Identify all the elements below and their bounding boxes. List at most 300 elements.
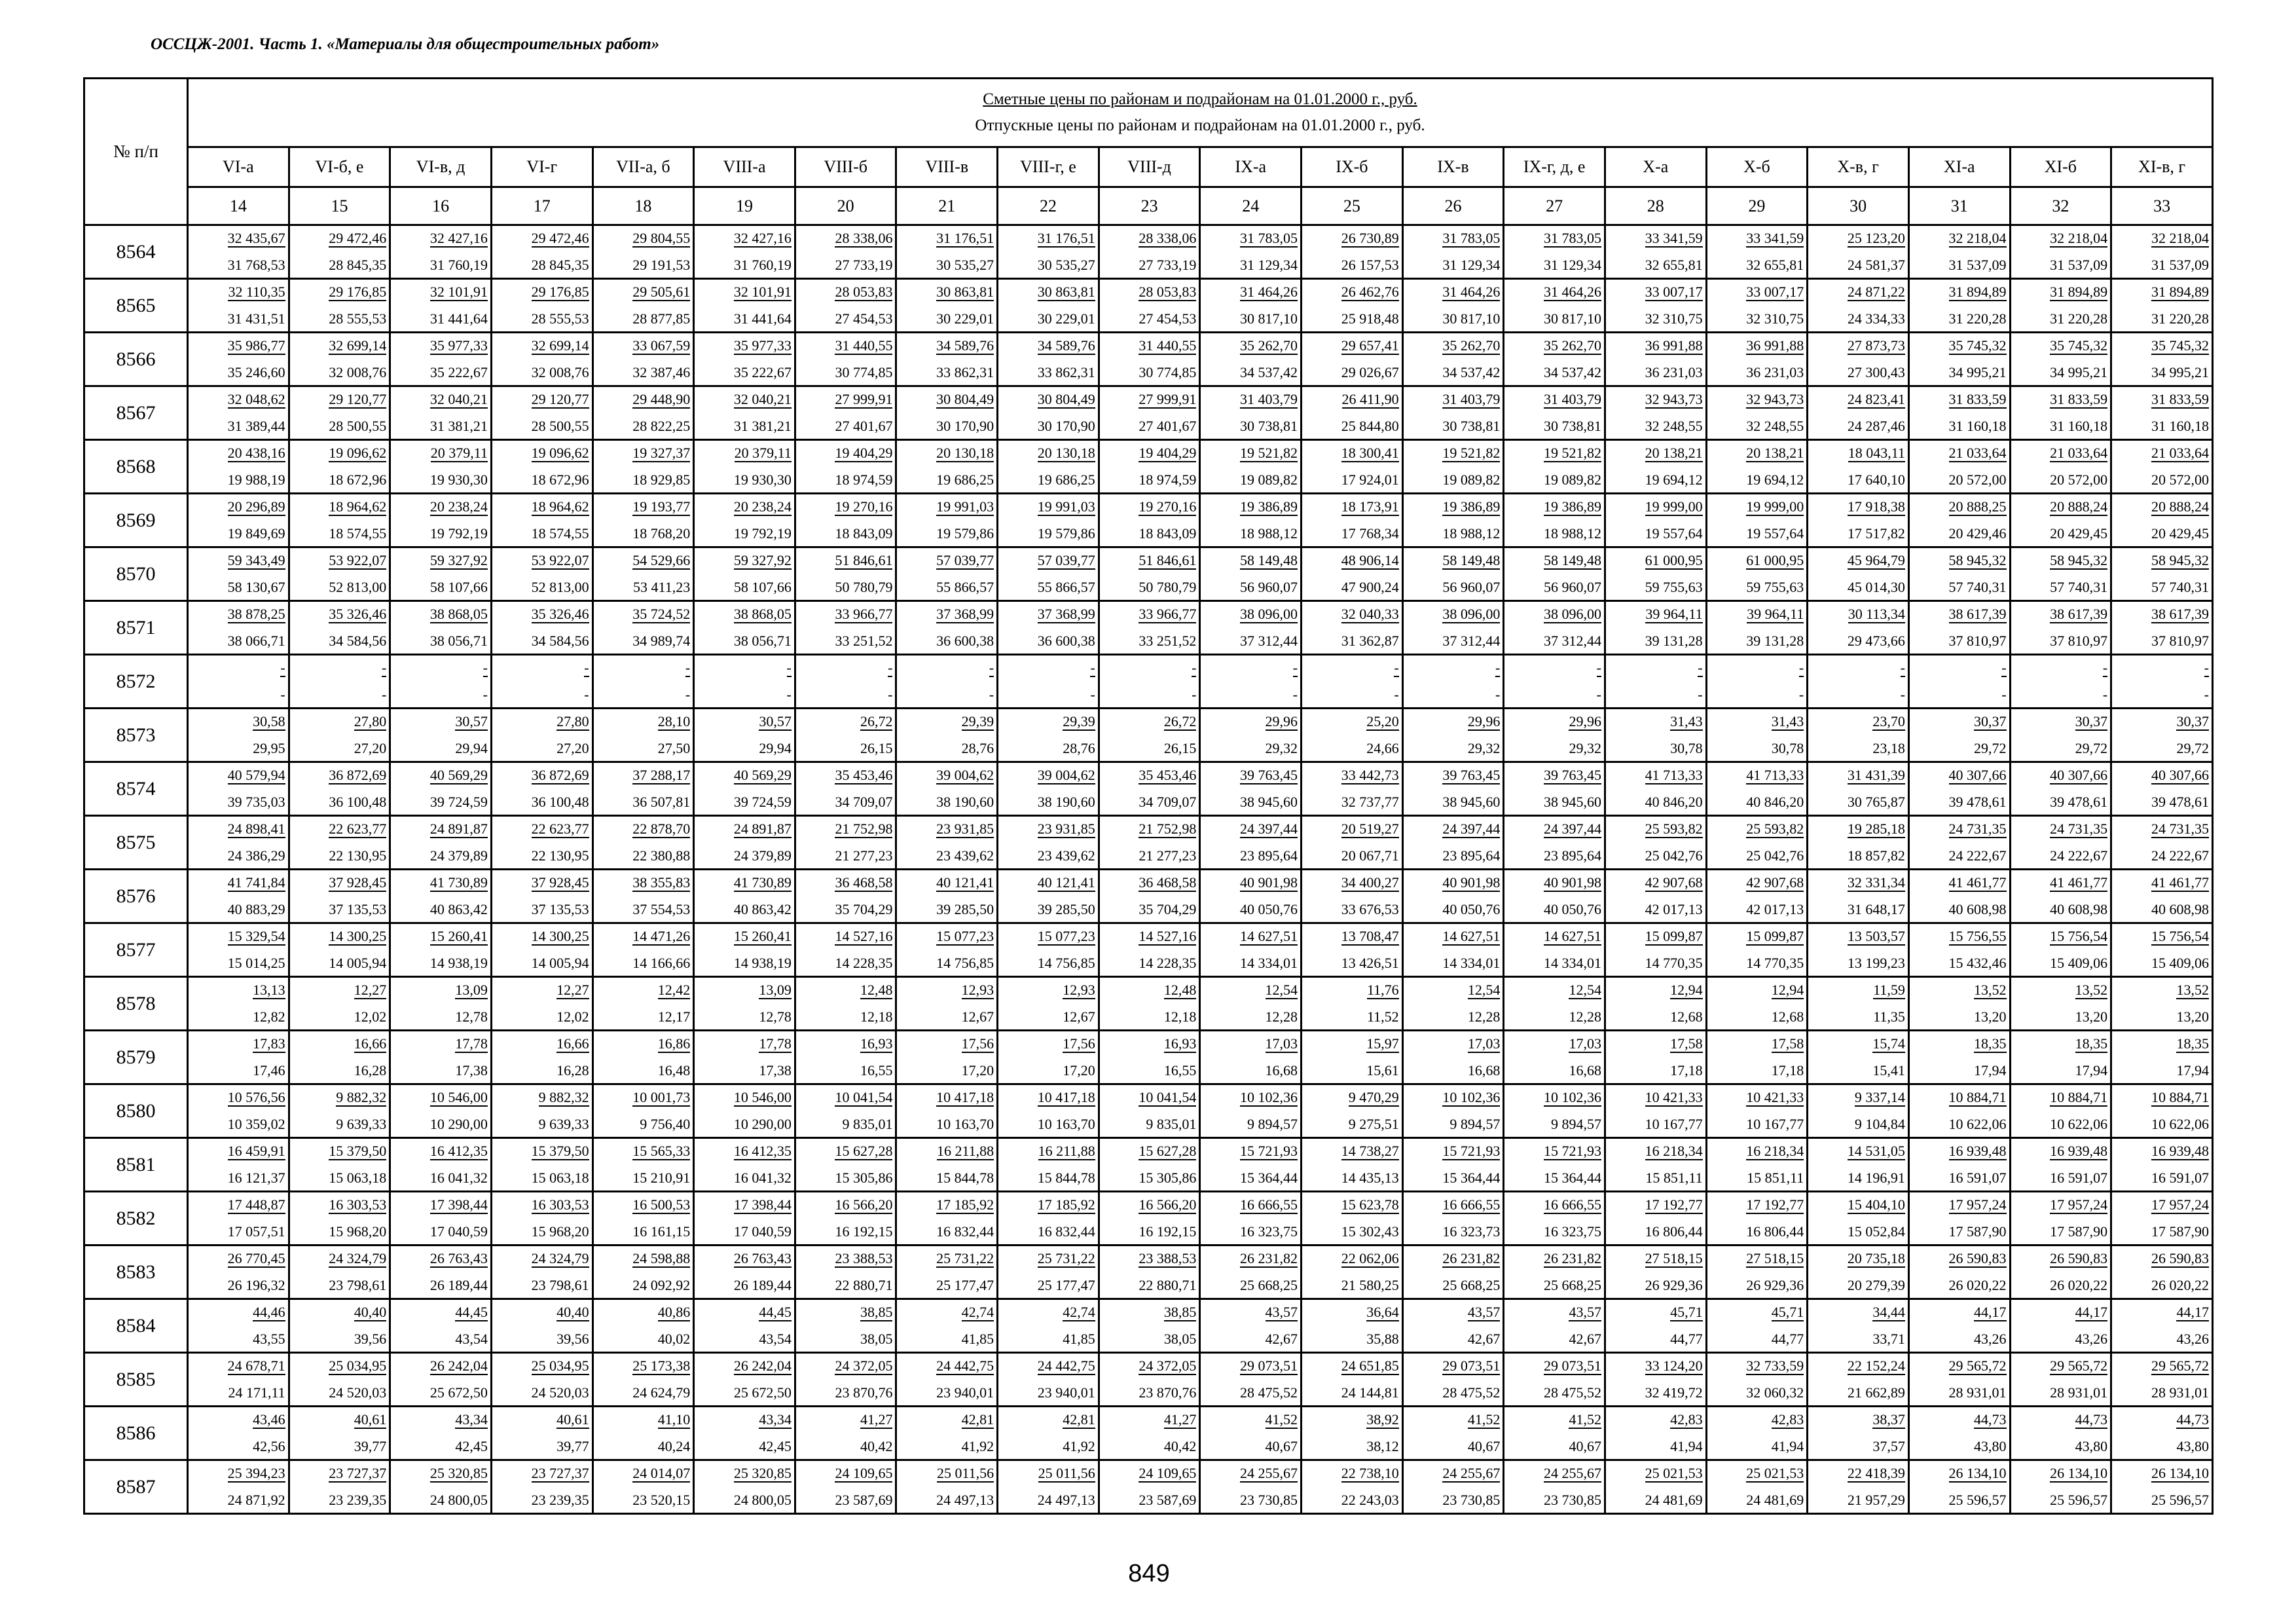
price-cell xyxy=(694,1353,795,1407)
estimated-price-wrap xyxy=(1100,1192,1199,1218)
price-cell xyxy=(998,386,1099,440)
estimated-price: 25 173,38 xyxy=(632,1357,691,1374)
estimated-price-wrap xyxy=(1504,924,1604,950)
estimated-price-wrap xyxy=(1100,226,1199,251)
release-price: 32 060,32 xyxy=(1746,1384,1804,1401)
price-cell xyxy=(1302,655,1403,709)
estimated-price-wrap xyxy=(2112,1300,2212,1325)
estimated-price: 27 999,91 xyxy=(1139,391,1197,407)
estimated-price: 13 503,57 xyxy=(1847,928,1905,944)
estimated-price: 44,45 xyxy=(455,1304,488,1320)
release-price: 17 924,01 xyxy=(1341,471,1399,488)
release-price: 24 222,67 xyxy=(2050,847,2108,864)
estimated-price: 18 964,62 xyxy=(531,498,589,515)
estimated-price-wrap xyxy=(1100,655,1199,681)
estimated-price-wrap xyxy=(189,226,288,251)
estimated-price-wrap xyxy=(594,602,693,627)
price-cell xyxy=(795,1407,896,1460)
price-cell xyxy=(1908,386,2010,440)
release-price: 57 740,31 xyxy=(2151,579,2209,595)
item-number: 8569 xyxy=(84,494,188,547)
price-cell xyxy=(1908,655,2010,709)
release-price: 28 845,35 xyxy=(531,257,589,273)
release-price: 39,56 xyxy=(556,1331,589,1347)
price-cell xyxy=(1402,1353,1504,1407)
release-price: 38 190,60 xyxy=(1037,794,1095,810)
estimated-price: 26 763,43 xyxy=(733,1250,792,1266)
estimated-price-wrap xyxy=(897,870,996,896)
release-price: 28,76 xyxy=(961,740,994,756)
estimated-price: 31 783,05 xyxy=(1442,230,1501,246)
release-price: 9 639,33 xyxy=(336,1116,387,1132)
price-cell xyxy=(1605,279,1706,333)
price-cell xyxy=(1302,225,1403,279)
price-cell xyxy=(998,1084,1099,1138)
estimated-price-wrap xyxy=(1910,870,2009,896)
price-cell xyxy=(1808,923,1909,977)
price-cell xyxy=(795,709,896,762)
price-cell xyxy=(2111,333,2213,386)
estimated-price: 24 823,41 xyxy=(1847,391,1905,407)
estimated-price: 31 783,05 xyxy=(1240,230,1298,246)
release-price: 24 222,67 xyxy=(1948,847,2007,864)
price-cell xyxy=(2111,1192,2213,1246)
release-price: 50 780,79 xyxy=(1139,579,1197,595)
estimated-price: 35 453,46 xyxy=(1139,767,1197,783)
estimated-price: 33 442,73 xyxy=(1341,767,1399,783)
estimated-price: 41,27 xyxy=(860,1411,893,1428)
estimated-price: 25 034,95 xyxy=(531,1357,589,1374)
estimated-price: 31 833,59 xyxy=(2050,391,2108,407)
price-cell xyxy=(694,977,795,1031)
release-price: 17,94 xyxy=(2075,1062,2108,1079)
estimated-price-wrap xyxy=(492,870,592,896)
release-price: 23 439,62 xyxy=(936,847,994,864)
estimated-price: 33 124,20 xyxy=(1645,1357,1703,1374)
estimated-price-wrap xyxy=(290,1300,390,1325)
price-cell xyxy=(1605,1031,1706,1084)
price-cell xyxy=(1302,1460,1403,1514)
release-price: 24 581,37 xyxy=(1847,257,1905,273)
estimated-price-wrap xyxy=(1707,655,1807,681)
estimated-price: 38 617,39 xyxy=(2151,606,2209,622)
price-cell xyxy=(2111,386,2213,440)
table-row xyxy=(84,977,2213,1031)
price-cell xyxy=(390,709,492,762)
price-cell xyxy=(289,440,390,494)
estimated-price: 23 388,53 xyxy=(835,1250,893,1266)
estimated-price: 29 565,72 xyxy=(1948,1357,2007,1374)
table-row xyxy=(84,601,2213,655)
price-cell xyxy=(2111,1460,2213,1514)
price-cell xyxy=(188,923,289,977)
estimated-price: 32 218,04 xyxy=(1948,230,2007,246)
estimated-price: 18,35 xyxy=(2176,1035,2209,1052)
estimated-price-wrap xyxy=(998,870,1098,896)
estimated-price: 14 300,25 xyxy=(531,928,589,944)
price-cell xyxy=(1706,279,1808,333)
page-number: 849 xyxy=(1128,1560,1170,1587)
region-header: IX-а xyxy=(1200,147,1302,187)
release-price: 18 988,12 xyxy=(1240,525,1298,542)
estimated-price-wrap xyxy=(391,602,490,627)
estimated-price: 24 255,67 xyxy=(1442,1465,1501,1481)
estimated-price-wrap xyxy=(290,1085,390,1111)
price-cell xyxy=(1402,1138,1504,1192)
price-cell xyxy=(491,655,592,709)
table-row xyxy=(84,1031,2213,1084)
region-header: VIII-б xyxy=(795,147,896,187)
estimated-price: 19 999,00 xyxy=(1645,498,1703,515)
estimated-price-wrap xyxy=(897,548,996,574)
estimated-price-wrap xyxy=(998,441,1098,466)
price-cell xyxy=(592,762,694,816)
estimated-price: 31 403,79 xyxy=(1240,391,1298,407)
price-cell xyxy=(1706,601,1808,655)
price-cell xyxy=(1504,1192,1605,1246)
release-price: 23 587,69 xyxy=(835,1492,893,1508)
estimated-price: 26 242,04 xyxy=(733,1357,792,1374)
price-cell xyxy=(1302,386,1403,440)
release-price: 15 968,20 xyxy=(329,1223,387,1240)
estimated-price: 24 731,35 xyxy=(2151,821,2209,837)
price-cell xyxy=(795,816,896,870)
estimated-price: 26 242,04 xyxy=(429,1357,488,1374)
estimated-price-wrap xyxy=(2112,548,2212,574)
estimated-price: 29,39 xyxy=(961,713,994,729)
release-price: 22 880,71 xyxy=(1139,1277,1197,1293)
estimated-price: 19 193,77 xyxy=(632,498,691,515)
release-price: 30,78 xyxy=(1670,740,1703,756)
column-index: 26 xyxy=(1402,187,1504,225)
estimated-price-wrap xyxy=(1504,1085,1604,1111)
estimated-price: 17,78 xyxy=(455,1035,488,1052)
estimated-price: 20 130,18 xyxy=(936,445,994,461)
release-price: 9 894,57 xyxy=(1247,1116,1298,1132)
price-cell xyxy=(1706,1407,1808,1460)
estimated-price-wrap xyxy=(998,709,1098,735)
estimated-price-wrap xyxy=(1910,1246,2009,1272)
estimated-price: 19 521,82 xyxy=(1442,445,1501,461)
item-number: 8567 xyxy=(84,386,188,440)
region-header: VII-а, б xyxy=(592,147,694,187)
estimated-price: 29 176,85 xyxy=(531,284,589,300)
estimated-price: 13 708,47 xyxy=(1341,928,1399,944)
estimated-price-wrap xyxy=(290,602,390,627)
estimated-price-wrap xyxy=(1910,655,2009,681)
table-row xyxy=(84,762,2213,816)
price-cell xyxy=(1200,762,1302,816)
release-price: 24 379,89 xyxy=(429,847,488,864)
release-price: 47 900,24 xyxy=(1341,579,1399,595)
estimated-price: 22 418,39 xyxy=(1847,1465,1905,1481)
release-price: 14 334,01 xyxy=(1442,955,1501,971)
estimated-price: 28 338,06 xyxy=(1139,230,1197,246)
estimated-price: - xyxy=(2102,659,2108,676)
price-cell xyxy=(1402,494,1504,547)
estimated-price: 19 386,89 xyxy=(1442,498,1501,515)
item-number: 8585 xyxy=(84,1353,188,1407)
release-price: 57 740,31 xyxy=(2050,579,2108,595)
estimated-price: 20 238,24 xyxy=(429,498,488,515)
price-cell xyxy=(188,1084,289,1138)
price-cell xyxy=(1099,655,1200,709)
estimated-price-wrap xyxy=(492,1192,592,1218)
estimated-price: 25 011,56 xyxy=(936,1465,994,1481)
price-cell xyxy=(1302,547,1403,601)
estimated-price: 33 341,59 xyxy=(1746,230,1804,246)
release-price: 40 863,42 xyxy=(429,901,488,917)
release-price: 16 323,73 xyxy=(1442,1223,1501,1240)
release-price: - xyxy=(1495,686,1501,703)
release-price: 36 600,38 xyxy=(1037,633,1095,649)
price-cell xyxy=(1808,601,1909,655)
price-cell xyxy=(694,601,795,655)
price-cell xyxy=(390,1460,492,1514)
release-price: 14 770,35 xyxy=(1746,955,1804,971)
price-cell xyxy=(1099,1460,1200,1514)
price-cell xyxy=(998,870,1099,923)
column-index-row xyxy=(84,187,2213,225)
price-cell xyxy=(1504,440,1605,494)
estimated-price-wrap xyxy=(695,280,794,305)
release-price: 17 517,82 xyxy=(1847,525,1905,542)
price-cell xyxy=(1302,709,1403,762)
price-cell xyxy=(1808,709,1909,762)
estimated-price-wrap xyxy=(897,1139,996,1164)
release-price: 19 849,69 xyxy=(227,525,285,542)
price-cell xyxy=(188,279,289,333)
release-price: 32 008,76 xyxy=(531,364,589,380)
estimated-price: 57 039,77 xyxy=(936,552,994,568)
estimated-price-wrap xyxy=(1100,1246,1199,1272)
price-cell xyxy=(1302,1299,1403,1353)
release-price: 16 041,32 xyxy=(733,1170,792,1186)
estimated-price-wrap xyxy=(492,333,592,359)
estimated-price-wrap xyxy=(1404,280,1503,305)
price-cell xyxy=(289,977,390,1031)
estimated-price: 32 699,14 xyxy=(329,337,387,354)
release-price: - xyxy=(483,686,488,703)
price-cell xyxy=(1402,225,1504,279)
column-index: 19 xyxy=(694,187,795,225)
estimated-price-wrap xyxy=(189,441,288,466)
release-price: 10 163,70 xyxy=(1037,1116,1095,1132)
estimated-price: 16 666,55 xyxy=(1442,1196,1501,1213)
estimated-price: 38,92 xyxy=(1366,1411,1399,1428)
estimated-price-wrap xyxy=(492,709,592,735)
estimated-price-wrap xyxy=(998,1139,1098,1164)
estimated-price: - xyxy=(1192,659,1197,676)
price-cell xyxy=(1808,1192,1909,1246)
estimated-price: 17 957,24 xyxy=(2151,1196,2209,1213)
estimated-price-wrap xyxy=(594,1354,693,1379)
release-price: 32 655,81 xyxy=(1645,257,1703,273)
estimated-price-wrap xyxy=(2112,602,2212,627)
estimated-price: 58 945,32 xyxy=(2050,552,2108,568)
release-price: 13,20 xyxy=(2075,1008,2108,1025)
estimated-price-wrap xyxy=(2011,1031,2111,1057)
release-price: 18 574,55 xyxy=(329,525,387,542)
price-cell xyxy=(289,547,390,601)
release-price: 27 401,67 xyxy=(835,418,893,434)
price-cell xyxy=(1908,1138,2010,1192)
estimated-price-wrap xyxy=(492,1139,592,1164)
release-price: 25 668,25 xyxy=(1543,1277,1601,1293)
price-cell xyxy=(2010,870,2111,923)
release-price: 30 774,85 xyxy=(835,364,893,380)
estimated-price-wrap xyxy=(391,924,490,950)
estimated-price: 29 073,51 xyxy=(1543,1357,1601,1374)
price-cell xyxy=(1504,547,1605,601)
estimated-price-wrap xyxy=(2011,548,2111,574)
release-price: 36 231,03 xyxy=(1746,364,1804,380)
estimated-price: 33 341,59 xyxy=(1645,230,1703,246)
estimated-price: 19 096,62 xyxy=(329,445,387,461)
price-cell xyxy=(694,440,795,494)
price-cell xyxy=(491,1031,592,1084)
price-cell xyxy=(188,977,289,1031)
release-price: 38,12 xyxy=(1366,1438,1399,1454)
release-price: 25 177,47 xyxy=(936,1277,994,1293)
release-price: 39 131,28 xyxy=(1746,633,1804,649)
estimated-price: 44,46 xyxy=(253,1304,285,1320)
estimated-price: 17 192,77 xyxy=(1746,1196,1804,1213)
estimated-price: 38 878,25 xyxy=(227,606,285,622)
estimated-price-wrap xyxy=(1707,1300,1807,1325)
estimated-price-wrap xyxy=(897,494,996,520)
price-cell xyxy=(1504,655,1605,709)
estimated-price-wrap xyxy=(594,1085,693,1111)
price-cell xyxy=(491,225,592,279)
release-price: 22 130,95 xyxy=(531,847,589,864)
estimated-price: 32 331,34 xyxy=(1847,874,1905,891)
estimated-price-wrap xyxy=(594,870,693,896)
release-price: 16 161,15 xyxy=(632,1223,691,1240)
estimated-price: 13,13 xyxy=(253,982,285,998)
release-price: 40 883,29 xyxy=(227,901,285,917)
price-cell xyxy=(1808,816,1909,870)
price-cell xyxy=(2010,1353,2111,1407)
price-cell xyxy=(2111,762,2213,816)
price-cell xyxy=(998,1246,1099,1299)
price-cell xyxy=(1908,601,2010,655)
price-cell xyxy=(795,1299,896,1353)
release-price: 42 017,13 xyxy=(1746,901,1804,917)
estimated-price-wrap xyxy=(189,817,288,842)
release-price: 37 810,97 xyxy=(2050,633,2108,649)
estimated-price: 24 678,71 xyxy=(227,1357,285,1374)
estimated-price: 32 110,35 xyxy=(228,284,285,300)
price-cell xyxy=(1504,1084,1605,1138)
release-price: 29 473,66 xyxy=(1847,633,1905,649)
release-price: 23 239,35 xyxy=(531,1492,589,1508)
release-price: 41,85 xyxy=(1063,1331,1095,1347)
release-price: 24 497,13 xyxy=(936,1492,994,1508)
release-price: 42,45 xyxy=(759,1438,792,1454)
release-price: 14 228,35 xyxy=(835,955,893,971)
table-row xyxy=(84,333,2213,386)
estimated-price-wrap xyxy=(695,333,794,359)
estimated-price: 15 721,93 xyxy=(1543,1143,1601,1159)
estimated-price: 26 134,10 xyxy=(2151,1465,2209,1481)
estimated-price-wrap xyxy=(796,602,896,627)
column-index: 18 xyxy=(592,187,694,225)
price-cell xyxy=(2111,279,2213,333)
region-header: X-а xyxy=(1605,147,1706,187)
estimated-price-wrap xyxy=(998,387,1098,413)
estimated-price-wrap xyxy=(695,387,794,413)
release-price: 28 500,55 xyxy=(531,418,589,434)
estimated-price-wrap xyxy=(1504,1407,1604,1433)
estimated-price-wrap xyxy=(998,978,1098,1003)
release-price: 35 704,29 xyxy=(1139,901,1197,917)
release-price: 12,67 xyxy=(1063,1008,1095,1025)
estimated-price: 29 120,77 xyxy=(531,391,589,407)
price-cell xyxy=(1200,1353,1302,1407)
price-cell xyxy=(592,923,694,977)
estimated-price-wrap xyxy=(1606,494,1705,520)
estimated-price-wrap xyxy=(1707,226,1807,251)
release-price: 12,78 xyxy=(759,1008,792,1025)
estimated-price: 41 713,33 xyxy=(1645,767,1703,783)
estimated-price-wrap xyxy=(2112,817,2212,842)
estimated-price: 17,03 xyxy=(1569,1035,1601,1052)
estimated-price: 40 307,66 xyxy=(2151,767,2209,783)
estimated-price: 12,54 xyxy=(1569,982,1601,998)
release-price: 27,20 xyxy=(556,740,589,756)
release-price: 34 995,21 xyxy=(2151,364,2209,380)
estimated-price-wrap xyxy=(1201,924,1300,950)
release-price: - xyxy=(1596,686,1601,703)
estimated-price-wrap xyxy=(2011,1192,2111,1218)
estimated-price-wrap xyxy=(1910,441,2009,466)
estimated-price: 10 417,18 xyxy=(1037,1089,1095,1105)
estimated-price-wrap xyxy=(492,978,592,1003)
release-price: 23 730,85 xyxy=(1240,1492,1298,1508)
release-price: 28 931,01 xyxy=(2151,1384,2209,1401)
price-cell xyxy=(1200,225,1302,279)
price-cell xyxy=(1200,709,1302,762)
estimated-price-wrap xyxy=(897,763,996,788)
estimated-price: 19 327,37 xyxy=(632,445,691,461)
release-price: 38 945,60 xyxy=(1240,794,1298,810)
release-price: 27,50 xyxy=(657,740,691,756)
release-price: 23 940,01 xyxy=(1037,1384,1095,1401)
estimated-price: - xyxy=(2204,659,2209,676)
estimated-price: 31 440,55 xyxy=(1139,337,1197,354)
estimated-price: 16 939,48 xyxy=(2050,1143,2108,1159)
estimated-price-wrap xyxy=(290,1031,390,1057)
estimated-price: 48 906,14 xyxy=(1341,552,1399,568)
release-price: 28 845,35 xyxy=(329,257,387,273)
price-cell xyxy=(491,547,592,601)
price-cell xyxy=(188,1246,289,1299)
price-cell xyxy=(390,1299,492,1353)
estimated-price: 18 964,62 xyxy=(329,498,387,515)
price-cell xyxy=(1706,1299,1808,1353)
column-index: 27 xyxy=(1504,187,1605,225)
estimated-price-wrap xyxy=(2112,1407,2212,1433)
estimated-price-wrap xyxy=(1808,280,1908,305)
release-price: 30 535,27 xyxy=(936,257,994,273)
release-price: 18 768,20 xyxy=(632,525,691,542)
price-cell xyxy=(896,709,998,762)
release-price: 9 894,57 xyxy=(1449,1116,1501,1132)
estimated-price: 18 300,41 xyxy=(1341,445,1399,461)
estimated-price-wrap xyxy=(1707,548,1807,574)
estimated-price: 39 004,62 xyxy=(936,767,994,783)
